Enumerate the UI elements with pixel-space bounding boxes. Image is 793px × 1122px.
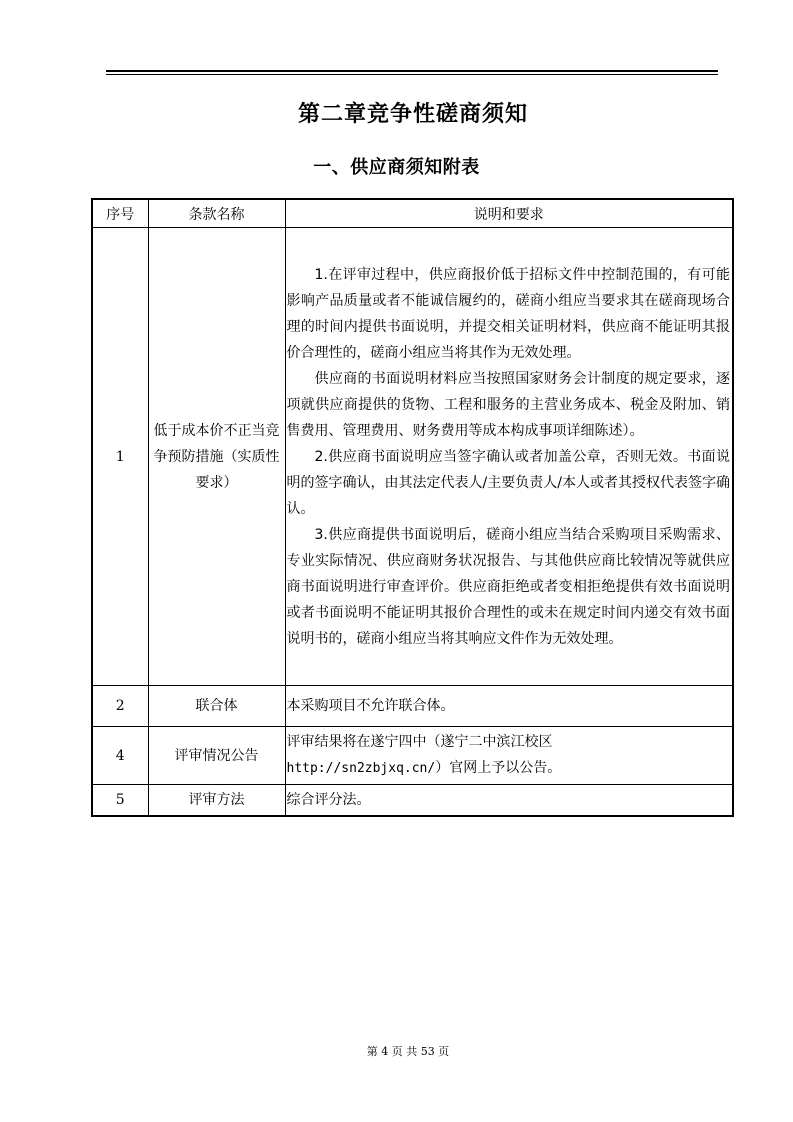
table-row	[92, 785, 733, 817]
row-desc	[285, 785, 733, 817]
row-name: 联合体	[148, 686, 285, 727]
row-no: 5	[92, 785, 148, 817]
desc-text: ）官网上予以公告。	[435, 760, 562, 776]
header-cell-name: 条款名称	[148, 199, 285, 228]
header-rule-thin	[106, 74, 718, 75]
header-cell-no: 序号	[92, 199, 148, 228]
row-desc	[285, 727, 733, 785]
desc-paragraph: 1.在评审过程中，供应商报价低于招标文件中控制范围的，有可能影响产品质量或者不能诚信履约的，磋商小组应当要求其在磋商现场合理的时间内提供书面说明，并提交相关证明材料，供应商不能证明其报价合理性的，磋商小组应当将其作为无效处理。	[286, 266, 730, 361]
table-row	[92, 686, 733, 727]
row-name: 低于成本价不正当竞争预防措施（实质性要求）	[148, 228, 285, 686]
row-name: 评审情况公告	[148, 727, 285, 785]
desc-text: 评审结果将在遂宁四中（遂宁二中滨江校区	[286, 734, 553, 750]
desc-paragraph: 综合评分法。	[286, 792, 371, 808]
row-desc	[285, 228, 733, 686]
desc-paragraph: 本采购项目不允许联合体。	[286, 698, 455, 714]
page-footer: 第 4 页 共 53 页	[366, 1045, 450, 1058]
desc-paragraph: 供应商的书面说明材料应当按照国家财务会计制度的规定要求，逐项就供应商提供的货物、工程和服务的主营业务成本、税金及附加、销售费用、管理费用、财务费用等成本构成事项详细陈述）。	[286, 370, 730, 439]
website-url: http://sn2zbjxq.cn/	[286, 761, 436, 776]
desc-paragraph: 3.供应商提供书面说明后，磋商小组应当结合采购项目采购需求、专业实际情况、供应商财务状况报告、与其他供应商比较情况等就供应商书面说明进行审查评价。供应商拒绝或者变相拒绝提供有效书面说明或者书面说明不能证明其报价合理性的或未在规定时间内递交有效书面说明书的，磋商小组应当将其响应文件作为无效处理。	[286, 526, 730, 647]
row-name: 评审方法	[148, 785, 285, 817]
desc-paragraph: 2.供应商书面说明应当签字确认或者加盖公章，否则无效。书面说明的签字确认，由其法定代表人/主要负责人/本人或者其授权代表签字确认。	[286, 448, 730, 517]
table-row	[92, 228, 733, 686]
header-rule-thick	[106, 70, 718, 72]
row-desc	[285, 686, 733, 727]
row-no: 1	[92, 228, 148, 686]
supplier-notice-table	[91, 198, 734, 817]
desc-paragraph	[287, 729, 731, 782]
header-cell-desc: 说明和要求	[285, 199, 733, 228]
section-title: 一、供应商须知附表	[313, 157, 480, 178]
row-no: 2	[92, 686, 148, 727]
table-header-row	[92, 199, 733, 228]
row-no: 4	[92, 727, 148, 785]
table-row	[92, 727, 733, 785]
chapter-title: 第二章竞争性磋商须知	[297, 102, 528, 127]
